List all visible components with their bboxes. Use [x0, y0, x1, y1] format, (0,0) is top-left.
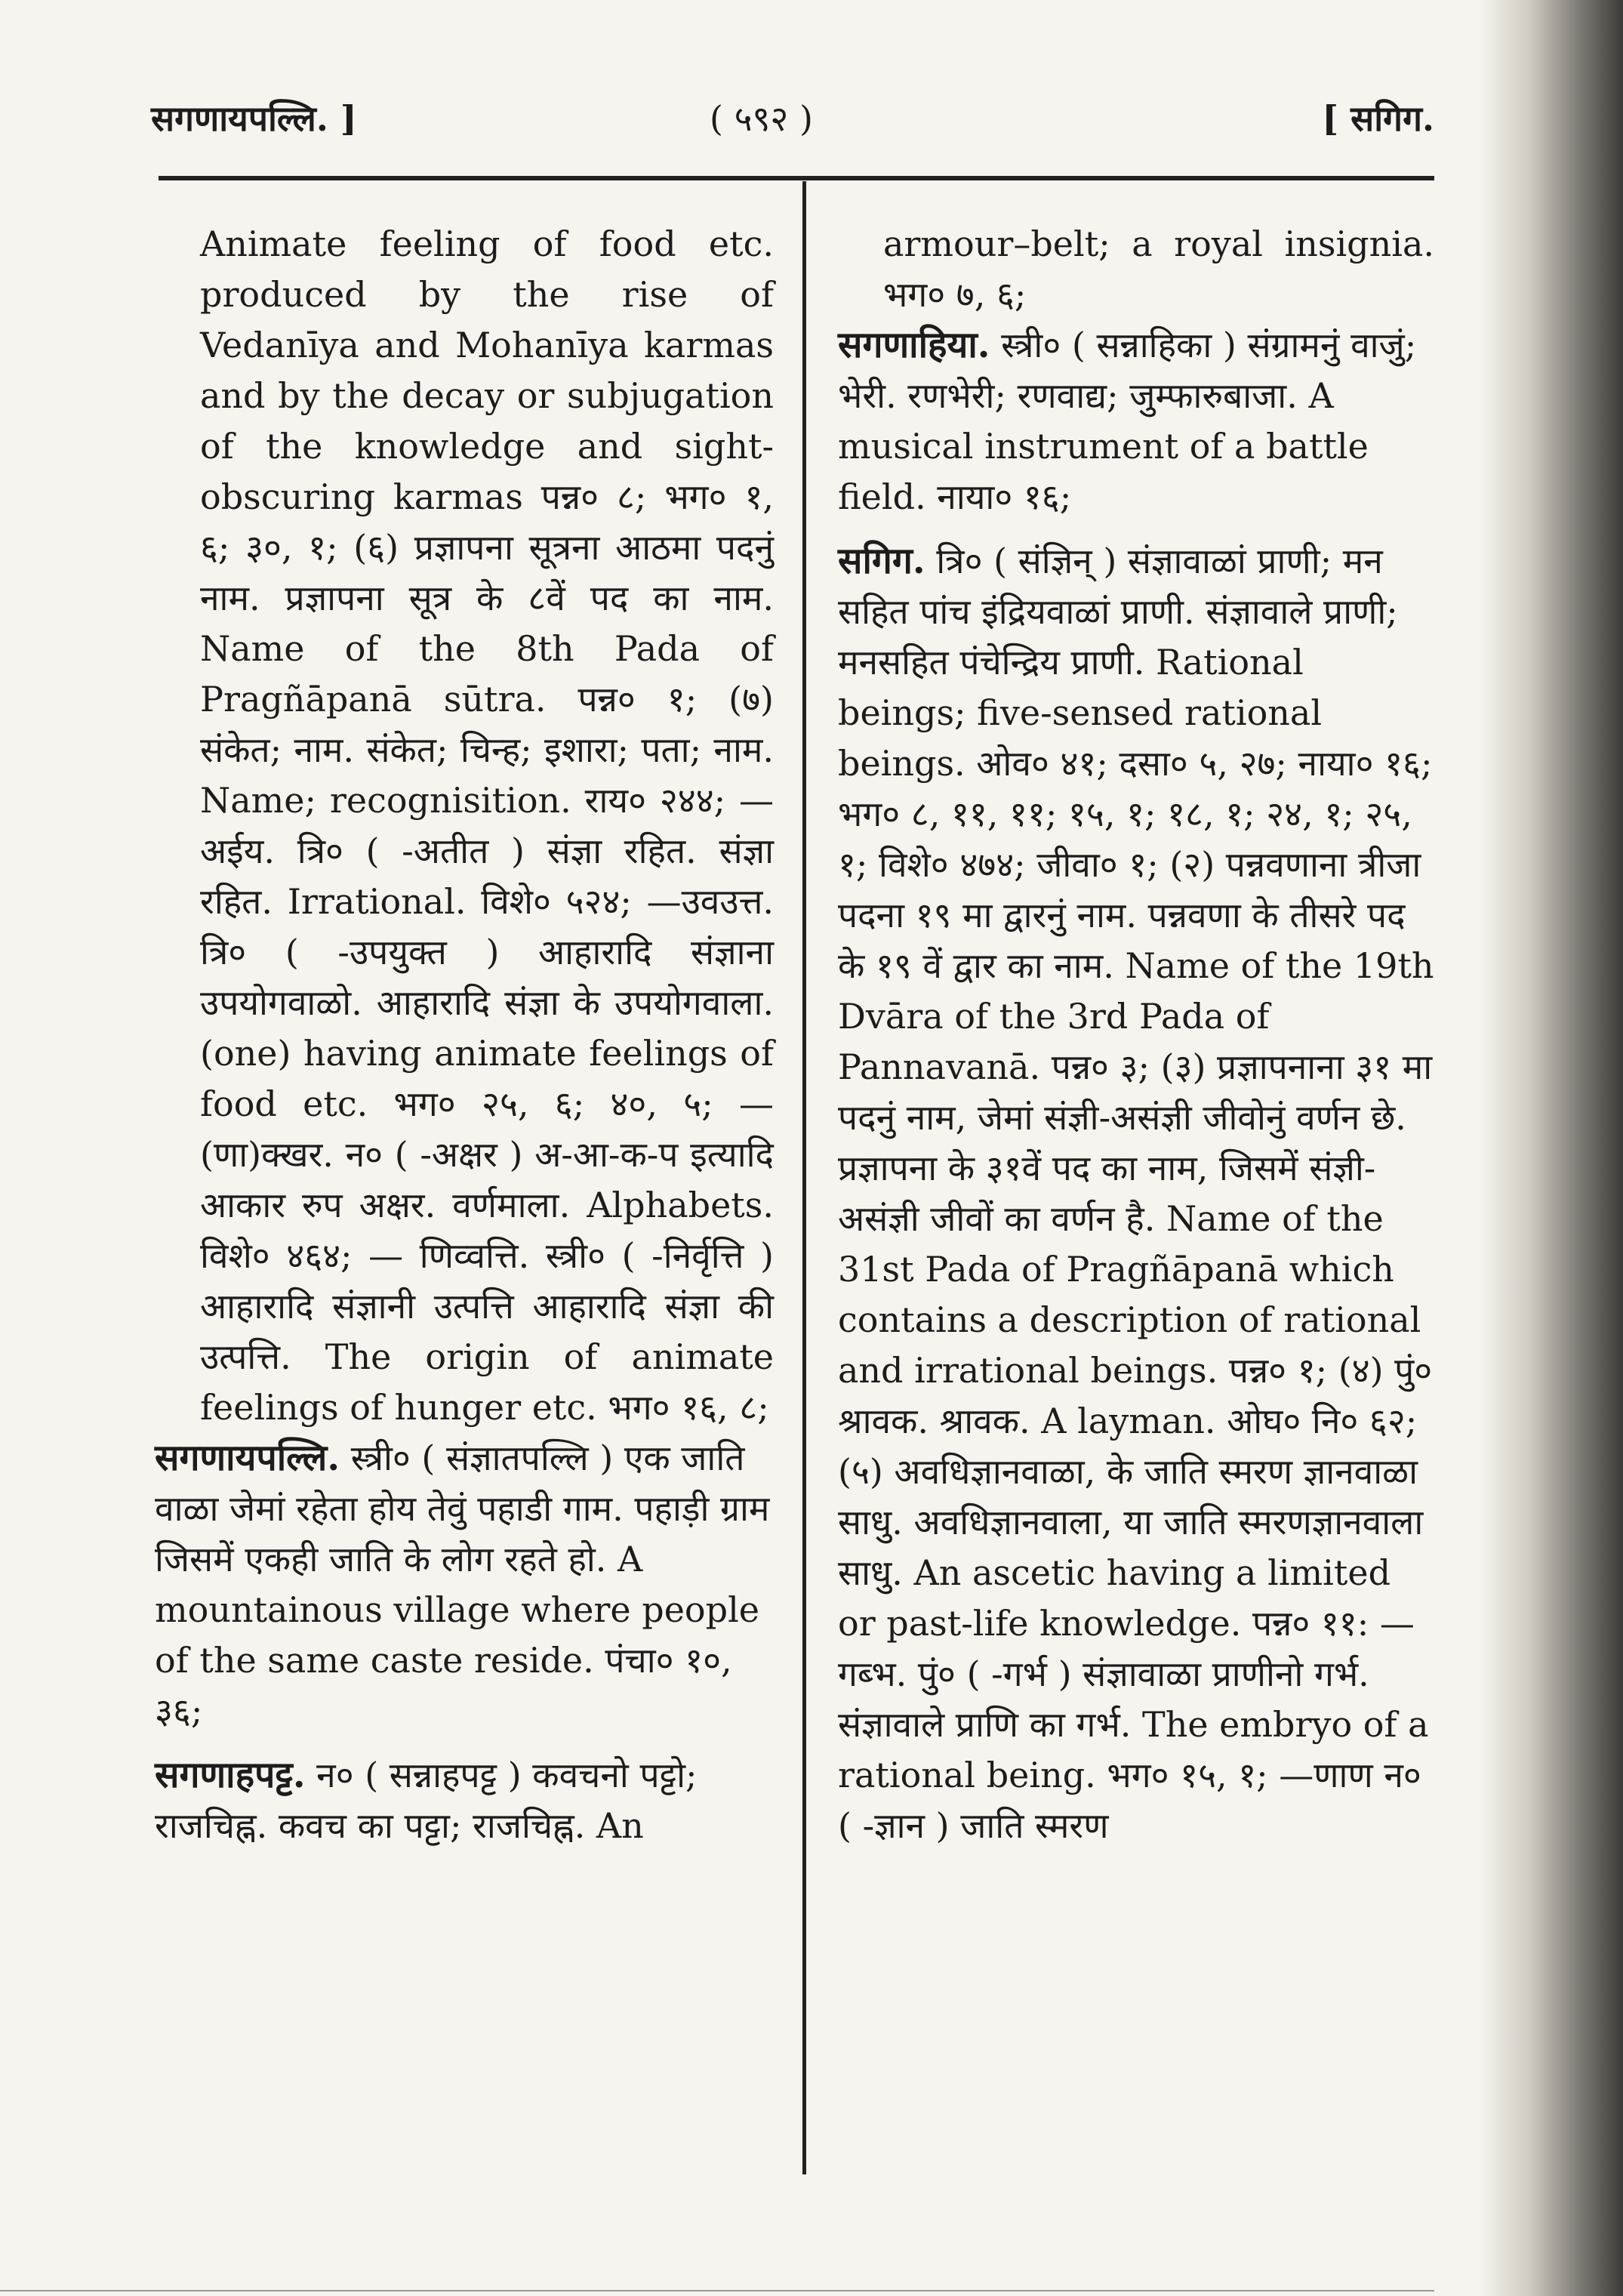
entry-headword: सगणाहपट्ट. — [155, 1754, 306, 1796]
header-left-guideword: सगणायपल्लि. ] — [151, 98, 357, 139]
entry-headword: सगणायपल्लि. — [155, 1437, 340, 1479]
dictionary-entry — [155, 1433, 774, 1737]
header-page-number: ( ५९२ ) — [710, 98, 813, 139]
left-column — [155, 219, 774, 1865]
entry-definition: स्त्री० ( सन्नाहिका ) संग्रामनुं वाजुं; भेरी. रणभेरी; रणवाद्य; जुम्फारुबाजा. A musical instrument of a battle field. नाया० १६; — [838, 325, 1417, 517]
header-rule — [159, 176, 1434, 180]
dictionary-entry — [155, 1750, 774, 1851]
entry-headword: सगणाहिया. — [838, 324, 990, 366]
dictionary-entry — [838, 320, 1434, 522]
entry-definition: न० ( सन्नाहपट्ट ) कवचनो पट्टो; राजचिह्न. कवच का पट्टा; राजचिह्न. An — [155, 1755, 698, 1846]
entry-definition: स्त्री० ( संज्ञातपल्लि ) एक जाति वाळा जेमां रहेता होय तेवुं पहाडी गाम. पहाड़ी ग्राम जिसमें एकही जाति के लोग रहते हो. A mountainous village where people of the same caste reside. पंचा० १०, ३६; — [155, 1438, 770, 1731]
header-right-guideword: [ सगिग. — [1322, 98, 1434, 139]
dictionary-entry — [838, 536, 1434, 1851]
continued-entry-text: armour–belt; a royal insignia. भग० ७, ६; — [883, 223, 1434, 315]
entry-definition: त्रि० ( संज्ञिन् ) संज्ञावाळां प्राणी; मन सहित पांच इंद्रियवाळां प्राणी. संज्ञावाले प्राणी; मनसहित पंचेन्द्रिय प्राणी. Rational beings; five-sensed rational beings. ओव० ४१; दसा० ५, २७; नाया० १६; भग० ८, ११, ११; १५, १; १८, १; २४, १; २५, १; विशे० ४७४; जीवा० १; (२) पन्नवणाना त्रीजा पदना १९ मा द्वारनुं नाम. पन्नवणा के तीसरे पद के १९ वें द्वार का नाम. Name of the 19th Dvāra of the 3rd Pada of Pannavanā. पन्न० ३; (३) प्रज्ञापनाना ३१ मा पदनुं नाम, जेमां संज्ञी-असंज्ञी जीवोनुं वर्णन छे. प्रज्ञापना के ३१वें पद का नाम, जिसमें संज्ञी-असंज्ञी जीवों का वर्णन है. Name of the 31st Pada of Pragñāpanā which contains a description of rational and irrational beings. पन्न० १; (४) पुं० श्रावक. श्रावक. A layman. ओघ० नि० ६२; (५) अवधिज्ञानवाळा, के जाति स्मरण ज्ञानवाळा साधु. अवधिज्ञानवाला, या जाति स्मरणज्ञानवाला साधु. An ascetic having a limited or past-life knowledge. पन्न० ११: —गब्भ. पुं० ( -गर्भ ) संज्ञावाळा प्राणीनो गर्भ. संज्ञावाले प्राणि का गर्भ. The embryo of a rational being. भग० १५, १; —णाण न० ( -ज्ञान ) जाति स्मरण — [838, 541, 1434, 1846]
page-bottom-edge — [0, 2290, 1434, 2291]
page-header — [151, 87, 1434, 147]
scan-shadow-edge — [1480, 0, 1623, 2296]
right-column — [838, 219, 1434, 1865]
continued-entry-text: Animate feeling of food etc. produced by the rise of Vedanīya and Mohanīya karmas and by the decay or subjugation of the knowledge and sight-obscuring karmas पन्न० ८; भग० १, ६; ३०, १; (६) प्रज्ञापना सूत्रना आठमा पदनुं नाम. प्रज्ञापना सूत्र के ८वें पद का नाम. Name of the 8th Pada of Pragñāpanā sūtra. पन्न० १; (७) संकेत; नाम. संकेत; चिन्ह; इशारा; पता; नाम. Name; recognisition. राय० २४४; —अईय. त्रि० ( -अतीत ) संज्ञा रहित. संज्ञा रहित. Irrational. विशे० ५२४; —उवउत्त. त्रि० ( -उपयुक्त ) आहारादि संज्ञाना उपयोगवाळो. आहारादि संज्ञा के उपयोगवाला. (one) having animate feelings of food etc. भग० २५, ६; ४०, ५; —(णा)क्खर. न० ( -अक्षर ) अ-आ-क-प इत्यादि आकार रुप अक्षर. वर्णमाला. Alphabets. विशे० ४६४; — णिव्वत्ति. स्त्री० ( -निर्वृत्ति ) आहारादि संज्ञानी उत्पत्ति आहारादि संज्ञा की उत्पत्ति. The origin of animate feelings of hunger etc. भग० १६, ८; — [200, 223, 774, 1428]
column-divider — [802, 181, 806, 2174]
entry-headword: सगिग. — [838, 540, 925, 582]
